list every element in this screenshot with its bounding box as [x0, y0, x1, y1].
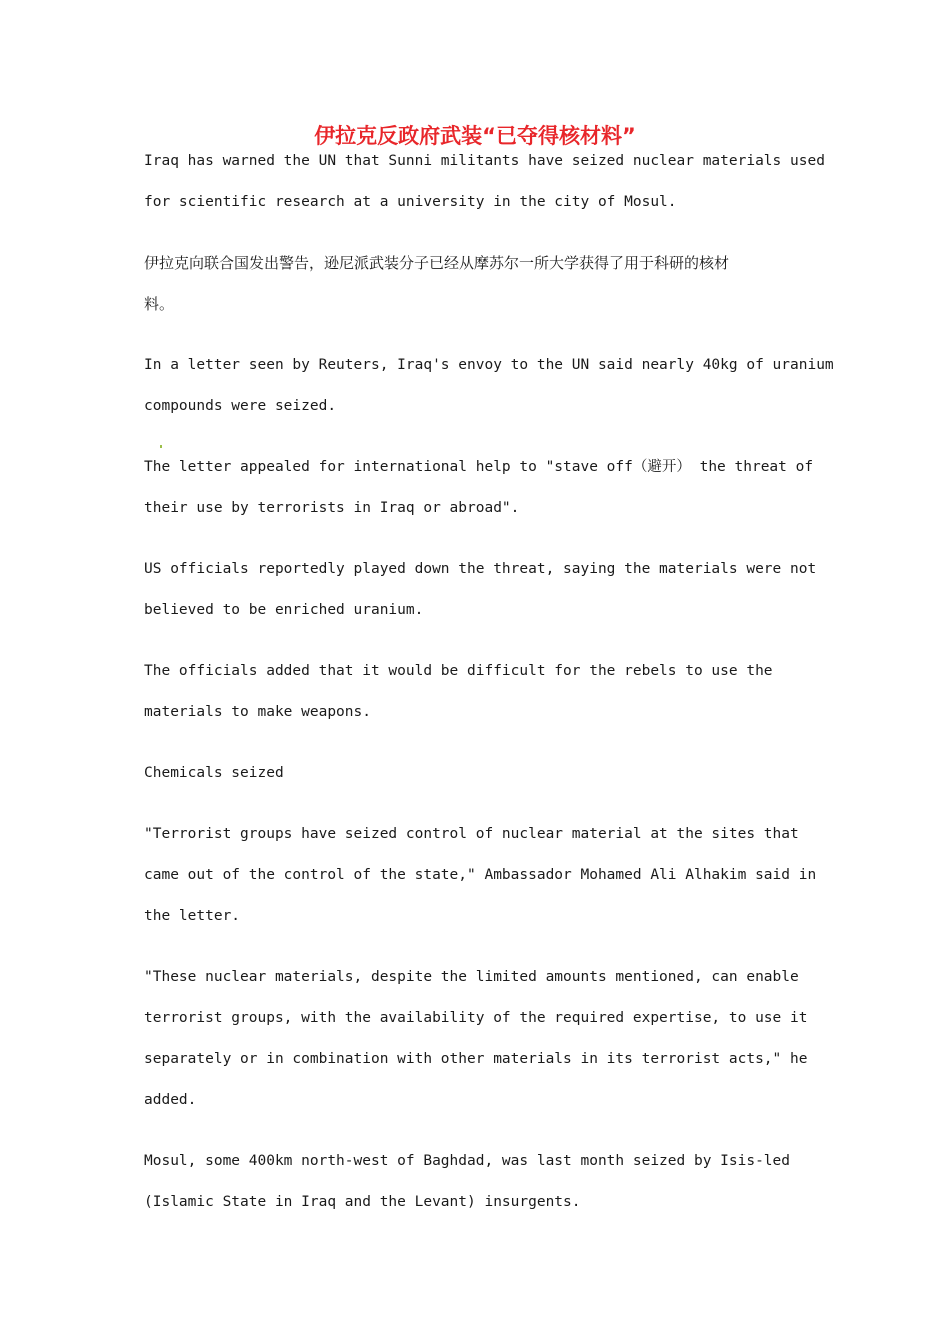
- paragraph-officials-added: [144, 651, 812, 733]
- text-line: materials to make weapons.: [144, 704, 371, 720]
- paragraph-ambassador-quote: [144, 814, 817, 937]
- text-line: The letter appealed for international help to "stave off（避开） the threat of: [144, 459, 814, 475]
- section-heading-chemicals-seized: [144, 753, 812, 794]
- paragraph-reuters-letter: [144, 345, 834, 427]
- text-line: compounds were seized.: [144, 398, 337, 414]
- text-line: terrorist groups, with the availability of the required expertise, to use it: [144, 1010, 808, 1026]
- text-line: separately or in combination with other materials in its terrorist acts," he: [144, 1051, 808, 1067]
- paragraph-chinese-translation: [144, 243, 812, 325]
- text-line: came out of the control of the state," Ambassador Mohamed Ali Alhakim said in: [144, 867, 817, 883]
- text-line: 伊拉克向联合国发出警告，逊尼派武装分子已经从摩苏尔一所大学获得了用于科研的核材: [144, 254, 730, 272]
- paragraph-intro: [144, 141, 825, 223]
- text-line: "Terrorist groups have seized control of nuclear material at the sites that: [144, 826, 799, 842]
- paragraph-us-officials: [144, 549, 817, 631]
- text-line: US officials reportedly played down the threat, saying the materials were not: [144, 561, 817, 577]
- paragraph-materials-quote: [144, 957, 812, 1121]
- text-line: their use by terrorists in Iraq or abroad".: [144, 500, 520, 516]
- text-line: Iraq has warned the UN that Sunni militants have seized nuclear materials used: [144, 153, 825, 169]
- article-body: [144, 141, 834, 1243]
- paragraph-mosul: [144, 1141, 812, 1223]
- text-line: Chemicals seized: [144, 765, 284, 781]
- text-line: The officials added that it would be difficult for the rebels to use the: [144, 663, 773, 679]
- text-line: believed to be enriched uranium.: [144, 602, 424, 618]
- text-line: In a letter seen by Reuters, Iraq's envoy to the UN said nearly 40kg of uranium: [144, 357, 834, 373]
- text-line: for scientific research at a university in the city of Mosul.: [144, 194, 677, 210]
- text-line: the letter.: [144, 908, 241, 924]
- text-line: (Islamic State in Iraq and the Levant) insurgents.: [144, 1194, 581, 1210]
- stray-mark-dot: [160, 445, 162, 448]
- text-line: Mosul, some 400km north-west of Baghdad, was last month seized by Isis-led: [144, 1153, 791, 1169]
- text-line: 料。: [144, 295, 175, 313]
- text-line: added.: [144, 1092, 197, 1108]
- text-line: "These nuclear materials, despite the limited amounts mentioned, can enable: [144, 969, 799, 985]
- article-title: 伊拉克反政府武装“已夺得核材料”: [314, 124, 636, 148]
- paragraph-appeal: [144, 447, 812, 529]
